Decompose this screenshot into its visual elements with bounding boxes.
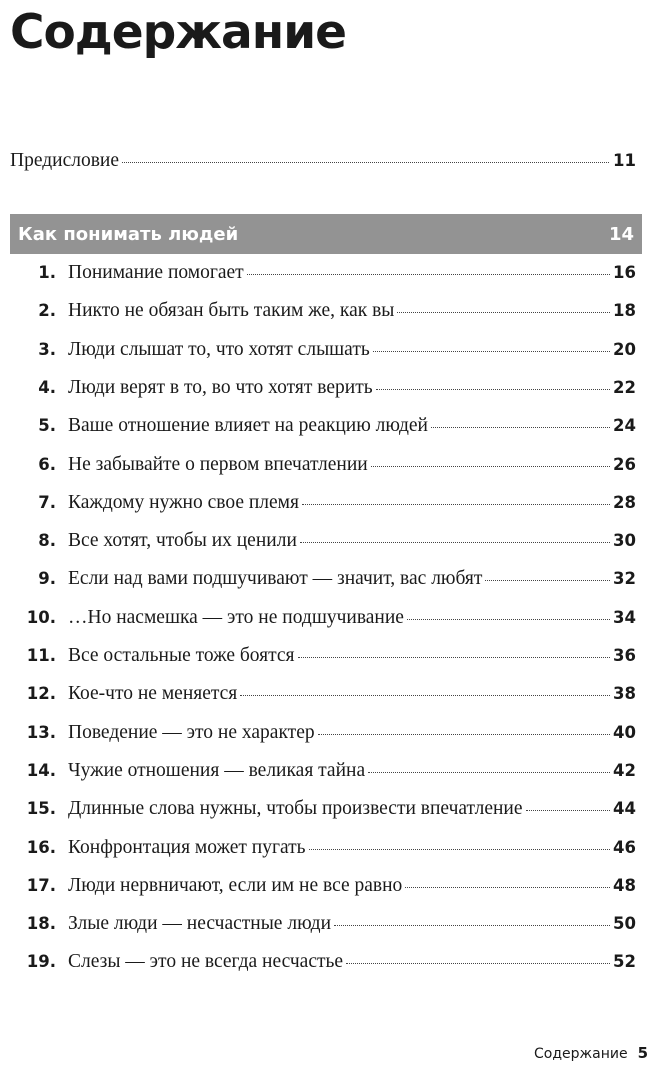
- chapter-page: 18: [613, 301, 636, 321]
- dot-leader: [346, 963, 610, 964]
- dot-leader: [122, 162, 609, 163]
- chapter-number: 9.: [38, 569, 56, 589]
- chapter-page: 44: [613, 799, 636, 819]
- chapter-title: Поведение — это не характер: [68, 721, 315, 743]
- section-title: Как понимать людей: [18, 223, 239, 245]
- chapter-entry[interactable]: [0, 837, 636, 867]
- chapter-entry[interactable]: [0, 339, 636, 369]
- chapter-title: Слезы — это не всегда несчастье: [68, 951, 344, 973]
- chapter-page: 36: [613, 646, 636, 665]
- chapter-title: Все остальные тоже боятся: [68, 645, 295, 666]
- dot-leader: [431, 427, 610, 428]
- chapter-entry[interactable]: [0, 300, 636, 330]
- toc-entry-page: 11: [613, 151, 636, 170]
- chapter-entry[interactable]: [0, 798, 636, 828]
- footer-label: Содержание: [533, 1046, 628, 1062]
- dot-leader: [397, 312, 610, 313]
- chapter-page: 34: [613, 607, 636, 627]
- chapter-number: 1.: [38, 263, 56, 282]
- dot-leader: [298, 657, 611, 658]
- chapter-number: 10.: [26, 607, 56, 627]
- dot-leader: [485, 580, 610, 581]
- chapter-page: 22: [613, 377, 636, 397]
- chapter-title: Конфронтация может пугать: [68, 836, 306, 858]
- section-header[interactable]: [10, 214, 642, 254]
- dot-leader: [373, 351, 610, 352]
- dot-leader: [240, 695, 610, 696]
- dot-leader: [309, 849, 610, 850]
- chapter-number: 17.: [26, 875, 56, 895]
- chapter-title: Понимание помогает: [68, 262, 244, 283]
- chapter-entry[interactable]: [0, 454, 636, 484]
- chapter-page: 30: [613, 531, 636, 551]
- dot-leader: [376, 389, 610, 390]
- dot-leader: [300, 542, 610, 543]
- page-footer: [534, 1044, 648, 1062]
- chapter-page: 24: [613, 416, 636, 436]
- chapter-entry[interactable]: [0, 415, 636, 445]
- chapter-number: 3.: [38, 339, 56, 359]
- section-page: 14: [608, 223, 634, 245]
- chapter-number: 16.: [26, 837, 56, 857]
- chapter-entry[interactable]: [0, 492, 636, 522]
- toc-entry-preface[interactable]: [10, 150, 636, 180]
- dot-leader: [405, 887, 610, 888]
- chapter-number: 6.: [38, 454, 56, 474]
- chapter-number: 2.: [38, 301, 56, 321]
- chapter-entry[interactable]: [0, 722, 636, 752]
- page-title: Содержание: [10, 5, 347, 60]
- chapter-entry[interactable]: [0, 377, 636, 407]
- dot-leader: [371, 466, 610, 467]
- chapter-page: 48: [613, 875, 636, 895]
- chapter-entry[interactable]: [0, 645, 636, 675]
- chapter-entry[interactable]: [0, 607, 636, 637]
- footer-page-number: 5: [637, 1044, 648, 1062]
- chapter-title: Никто не обязан быть таким же, как вы: [68, 300, 395, 322]
- chapter-entry[interactable]: [0, 760, 636, 790]
- chapter-number: 7.: [38, 492, 56, 512]
- chapter-title: Каждому нужно свое племя: [68, 491, 299, 513]
- chapter-number: 14.: [26, 760, 56, 780]
- dot-leader: [407, 619, 610, 620]
- dot-leader: [368, 772, 610, 773]
- chapter-page: 42: [613, 760, 636, 780]
- chapter-number: 18.: [26, 914, 56, 934]
- chapter-title: Чужие отношения — великая тайна: [68, 759, 366, 781]
- chapter-entry[interactable]: [0, 568, 636, 598]
- chapter-entry[interactable]: [0, 875, 636, 905]
- chapter-page: 32: [613, 569, 636, 589]
- chapter-title: Люди слышат то, что хотят слышать: [68, 338, 370, 360]
- chapter-number: 5.: [38, 416, 56, 436]
- chapter-entry[interactable]: [0, 951, 636, 981]
- chapter-title: Если над вами подшучивают — значит, вас любят: [68, 568, 483, 590]
- chapter-number: 15.: [26, 799, 56, 819]
- chapter-title: Злые люди — несчастные люди: [68, 913, 332, 935]
- chapter-number: 19.: [26, 952, 56, 972]
- chapter-title: Длинные слова нужны, чтобы произвести впечатление: [68, 798, 523, 820]
- chapter-page: 50: [613, 914, 636, 934]
- chapter-page: 20: [613, 339, 636, 359]
- dot-leader: [247, 274, 610, 275]
- chapter-title: Ваше отношение влияет на реакцию людей: [68, 415, 428, 437]
- dot-leader: [302, 504, 610, 505]
- chapter-title: Кое-что не меняется: [68, 683, 238, 705]
- dot-leader: [318, 734, 610, 735]
- chapter-page: 46: [613, 837, 636, 857]
- chapter-page: 40: [613, 722, 636, 742]
- chapter-page: 38: [613, 684, 636, 704]
- chapter-page: 28: [613, 492, 636, 512]
- chapter-title: Все хотят, чтобы их ценили: [68, 530, 297, 552]
- chapter-title: Не забывайте о первом впечатлении: [68, 453, 368, 475]
- chapter-entry[interactable]: [0, 530, 636, 560]
- chapter-entry[interactable]: [0, 683, 636, 713]
- chapter-entry[interactable]: [0, 262, 636, 292]
- toc-entry-text: Предисловие: [10, 150, 120, 171]
- chapter-title: …Но насмешка — это не подшучивание: [68, 606, 404, 628]
- chapter-number: 4.: [38, 377, 56, 397]
- chapter-number: 11.: [26, 646, 56, 665]
- dot-leader: [334, 925, 610, 926]
- chapter-page: 16: [613, 263, 636, 282]
- chapter-title: Люди верят в то, во что хотят верить: [68, 376, 373, 398]
- dot-leader: [526, 810, 611, 811]
- chapter-number: 12.: [26, 684, 56, 704]
- chapter-page: 26: [613, 454, 636, 474]
- chapter-page: 52: [613, 952, 636, 972]
- chapter-entry[interactable]: [0, 913, 636, 943]
- chapter-title: Люди нервничают, если им не все равно: [68, 874, 403, 896]
- chapter-number: 8.: [38, 531, 56, 551]
- chapter-number: 13.: [26, 722, 56, 742]
